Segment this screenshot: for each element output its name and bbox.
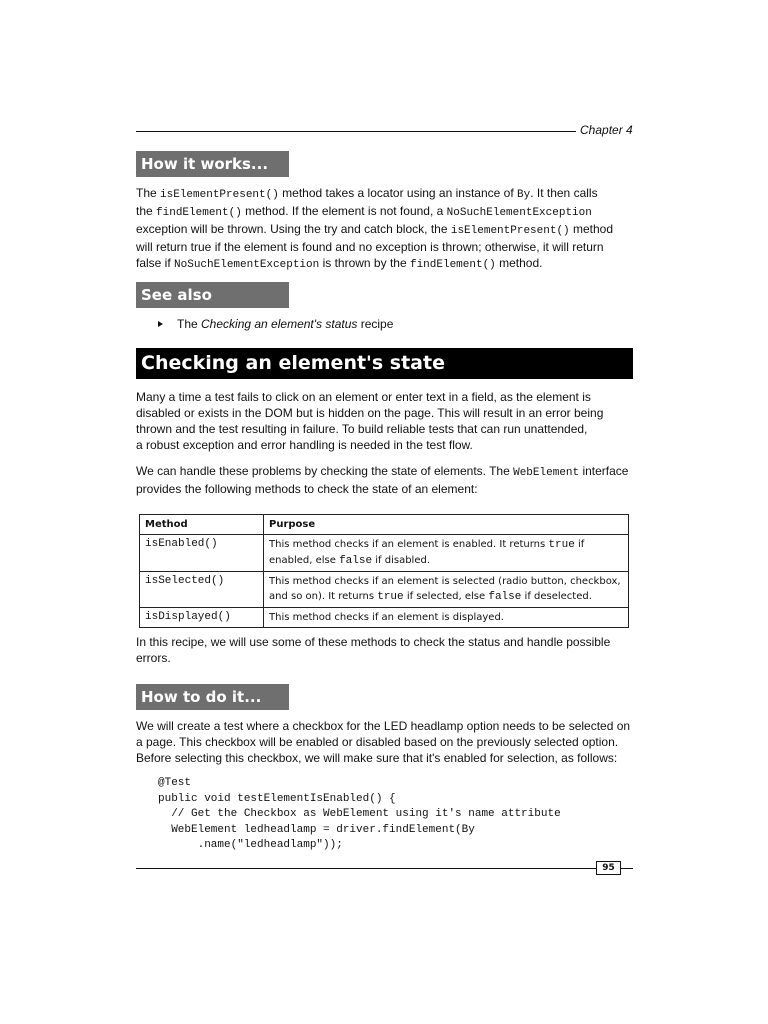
- text-line: [136, 463, 632, 481]
- inline-code: isElementPresent(): [160, 189, 279, 201]
- see-also-item: [158, 316, 393, 332]
- text-run: This method checks if an element is displayed.: [269, 612, 504, 623]
- text-run: method takes a locator using an instance of: [278, 186, 517, 200]
- purpose-cell: [264, 572, 629, 608]
- text-run: The: [136, 186, 161, 200]
- see-also-suffix: recipe: [357, 317, 394, 331]
- inline-code: false: [488, 591, 522, 603]
- table-header-purpose: Purpose: [264, 515, 629, 535]
- text-line: a robust exception and error handling is needed in the test flow.: [136, 438, 473, 452]
- how-to-do-it-paragraph: [136, 718, 632, 766]
- text-line: Before selecting this checkbox, we will make sure that it's enabled for selection, as follows:: [136, 751, 618, 765]
- see-also-heading: See also: [136, 282, 289, 308]
- text-run: This method checks if an element is selected (radio button, checkbox,: [269, 576, 621, 587]
- text-run: will return true if the element is found and no exception is thrown; otherwise, it will return: [136, 240, 604, 254]
- text-run: and so on). It returns: [269, 591, 378, 602]
- text-run: false if: [136, 256, 175, 270]
- text-run: method.: [495, 256, 543, 270]
- text-line: [136, 203, 632, 221]
- text-run: interface: [579, 464, 629, 478]
- method-cell: isEnabled(): [140, 535, 264, 572]
- recipe-intro-paragraph: [136, 389, 632, 453]
- text-line: errors.: [136, 651, 171, 665]
- code-snippet: @Test public void testElementIsEnabled() { // Get the Checkbox as WebElement using it's name attribute WebElement ledheadlamp = driver.findElement(By .name("ledheadlamp"));: [158, 777, 561, 851]
- text-line: In this recipe, we will use some of these methods to check the status and handle possible: [136, 635, 611, 649]
- text-line: [136, 185, 632, 203]
- recipe-status-paragraph: [136, 634, 632, 666]
- text-run: the: [136, 204, 157, 218]
- table-header-row: [140, 515, 629, 535]
- text-run: method. If the element is not found, a: [241, 204, 447, 218]
- inline-code: By: [517, 189, 531, 201]
- text-line: thrown and the test resulting in failure. To build reliable tests that can run unattended,: [136, 422, 588, 436]
- see-also-prefix: The: [177, 317, 202, 331]
- text-run: if deselected.: [521, 591, 592, 602]
- how-it-works-heading: How it works...: [136, 151, 289, 177]
- text-run: if disabled.: [372, 555, 431, 566]
- inline-code: NoSuchElementException: [174, 259, 320, 271]
- text-run: . It then calls: [530, 186, 598, 200]
- table-row: [140, 572, 629, 608]
- text-line: [136, 221, 632, 239]
- table-header-method: Method: [140, 515, 264, 535]
- bullet-arrow-icon: [158, 321, 163, 327]
- text-run: enabled, else: [269, 555, 340, 566]
- text-run: exception will be thrown. Using the try and catch block, the: [136, 222, 451, 236]
- text-line: disabled or exists in the DOM but is hidden on the page. This will result in an error being: [136, 406, 604, 420]
- footer-rule-right: [621, 868, 633, 869]
- text-run: method: [569, 222, 614, 236]
- inline-code: NoSuchElementException: [446, 207, 592, 219]
- inline-code: false: [339, 555, 373, 567]
- header-rule: [136, 131, 576, 132]
- text-run: This method checks if an element is enabled. It returns: [269, 539, 549, 550]
- see-also-link-text: Checking an element's status: [201, 317, 358, 331]
- text-run: is thrown by the: [319, 256, 410, 270]
- footer-rule-left: [136, 868, 596, 869]
- text-line: Many a time a test fails to click on an element or enter text in a field, as the element is: [136, 390, 591, 404]
- table-row: [140, 608, 629, 628]
- inline-code: true: [377, 591, 404, 603]
- table-row: [140, 535, 629, 572]
- method-cell: isSelected(): [140, 572, 264, 608]
- how-to-do-it-heading: How to do it...: [136, 684, 289, 710]
- text-line: [136, 255, 632, 273]
- text-run: if: [574, 539, 585, 550]
- inline-code: true: [548, 539, 575, 551]
- text-line: [269, 574, 623, 589]
- inline-code: WebElement: [513, 467, 580, 479]
- text-line: [269, 537, 623, 553]
- how-it-works-paragraph: [136, 185, 632, 273]
- purpose-cell: [264, 608, 629, 628]
- purpose-cell: [264, 535, 629, 572]
- recipe-methods-paragraph: [136, 463, 632, 497]
- text-line: [269, 610, 623, 625]
- inline-code: isElementPresent(): [450, 225, 570, 237]
- text-run: provides the following methods to check the state of an element:: [136, 482, 478, 496]
- text-line: a page. This checkbox will be enabled or disabled based on the previously selected option.: [136, 735, 619, 749]
- text-line: [269, 553, 623, 569]
- inline-code: findElement(): [409, 259, 496, 271]
- recipe-title: Checking an element's state: [136, 348, 633, 379]
- method-cell: isDisplayed(): [140, 608, 264, 628]
- text-line: [136, 239, 632, 255]
- text-run: We can handle these problems by checking the state of elements. The: [136, 464, 514, 478]
- chapter-label: Chapter 4: [580, 123, 633, 137]
- text-line: We will create a test where a checkbox for the LED headlamp option needs to be selected on: [136, 719, 631, 733]
- text-line: [269, 589, 623, 605]
- text-line: [136, 481, 632, 497]
- methods-table: [139, 514, 629, 628]
- text-run: if selected, else: [403, 591, 489, 602]
- inline-code: findElement(): [156, 207, 242, 219]
- page-number: 95: [596, 861, 621, 875]
